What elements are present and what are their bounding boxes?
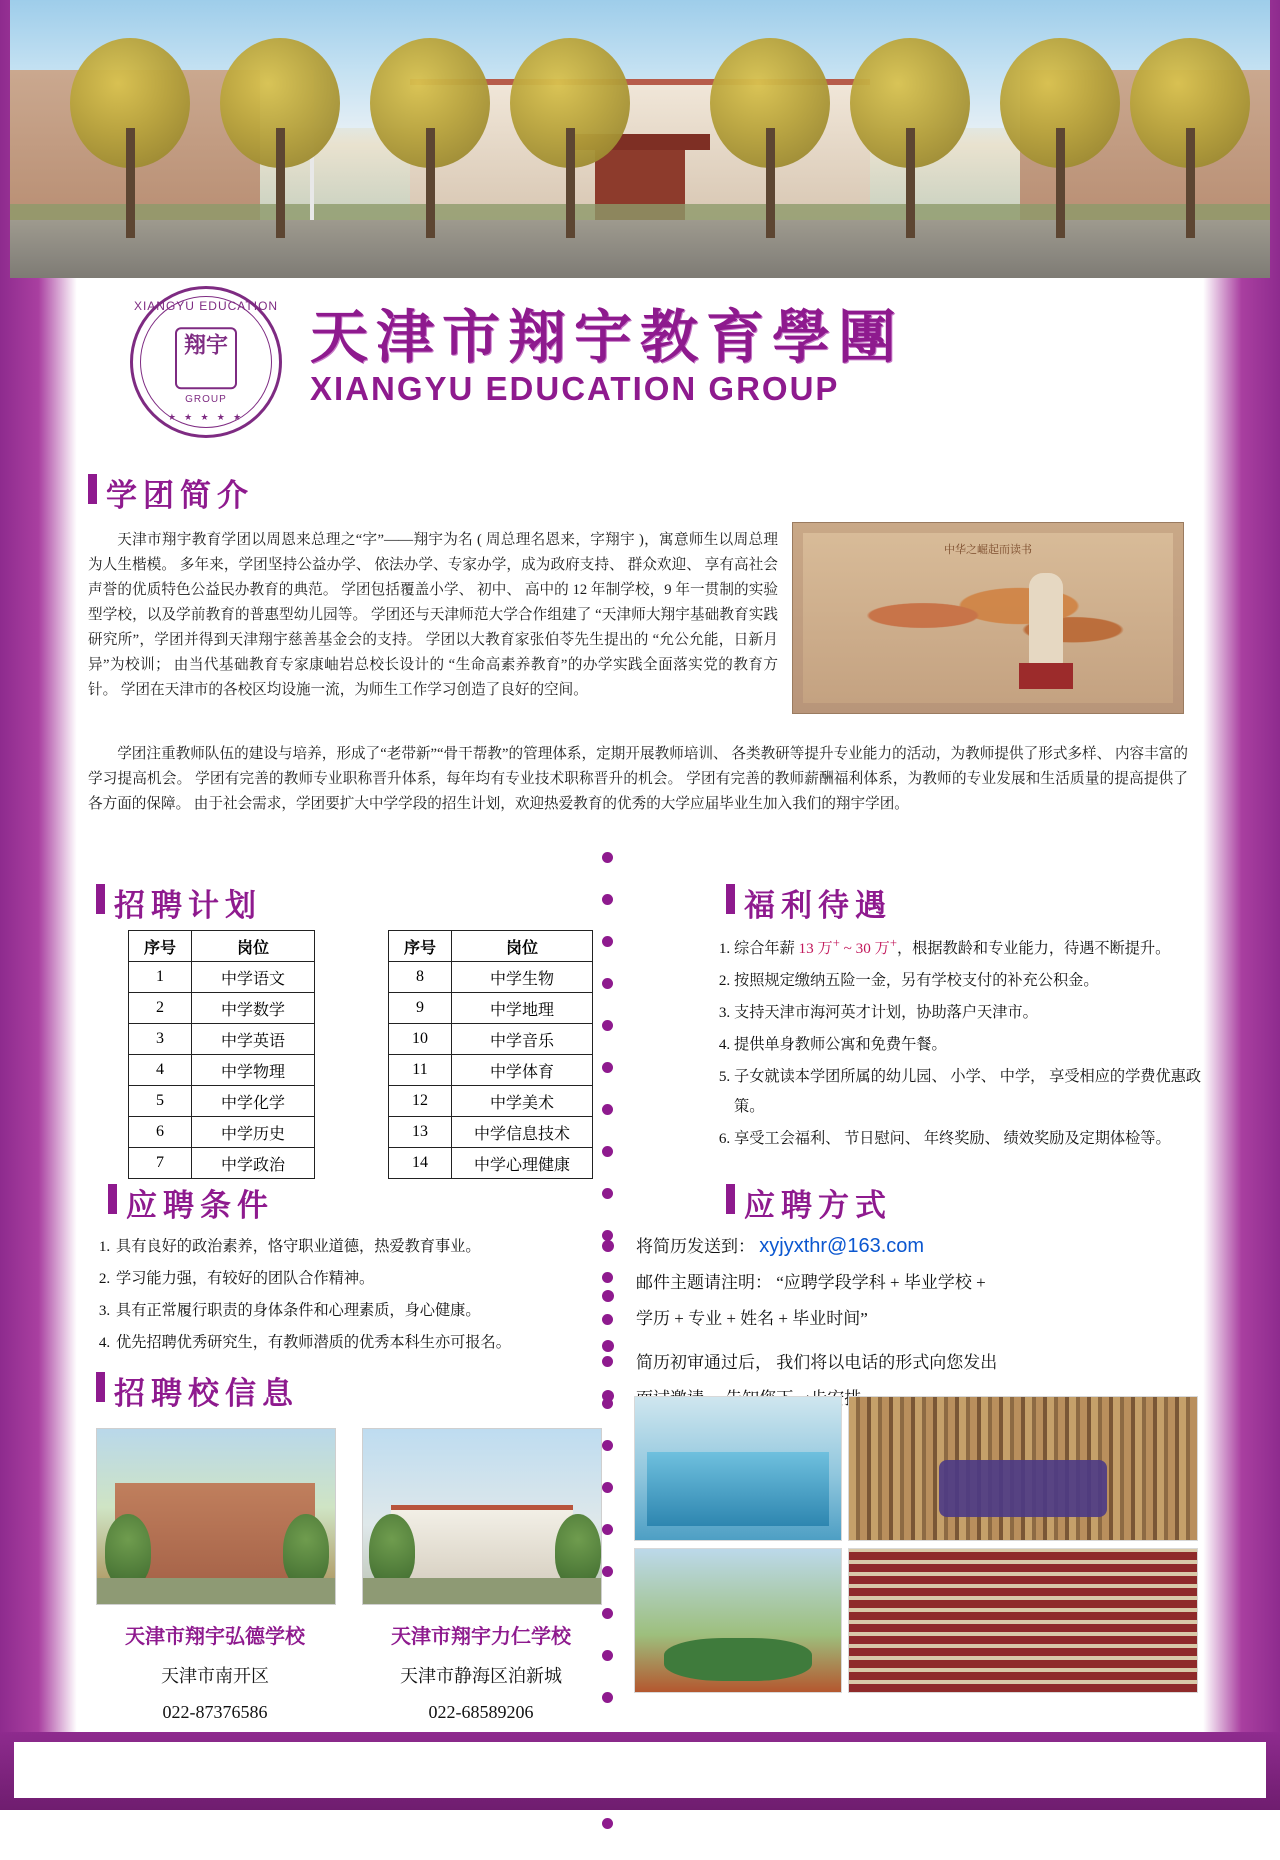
hero-tree (1130, 38, 1250, 238)
campus-phone-1[interactable]: 022-87376586 (162, 1702, 268, 1722)
hero-tree (370, 38, 490, 238)
pool-water (647, 1452, 829, 1526)
apply-bullet (602, 1390, 614, 1402)
condition-item-2: 2. 学习能力强，有较好的团队合作精神。 (114, 1264, 568, 1294)
cell-index: 8 (389, 962, 452, 993)
campus-address-2: 天津市静海区泊新城 (400, 1666, 562, 1686)
table-row (129, 1086, 315, 1117)
cell-position: 中学物理 (192, 1055, 315, 1086)
campus-address-1: 天津市南开区 (161, 1666, 269, 1686)
cell-position: 中学音乐 (452, 1024, 593, 1055)
sports-field (664, 1638, 812, 1681)
welfare-item-5: 5. 子女就读本学团所属的幼儿园、 小学、 中学， 享受相应的学费优惠政策。 (734, 1062, 1210, 1122)
hero-tree (510, 38, 630, 238)
col-header-position: 岗位 (192, 931, 315, 962)
campus2-building (391, 1505, 573, 1580)
apply-line-4: 简历初审通过后， 我们将以电话的形式向您发出 (636, 1353, 998, 1372)
organization-name-en: XIANGYU EDUCATION GROUP (310, 370, 840, 407)
poster-inner (10, 0, 1270, 1810)
welfare-item-2: 2. 按照规定缴纳五险一金，另有学校支付的补充公积金。 (734, 966, 1210, 996)
table-row (129, 1024, 315, 1055)
section-heading-conditions: 应聘条件 (108, 1180, 274, 1225)
gallery-photo-pool (634, 1396, 842, 1541)
hero-tree (850, 38, 970, 238)
cell-position: 中学生物 (452, 962, 593, 993)
condition-item-1: 1. 具有良好的政治素养，恪守职业道德，热爱教育事业。 (114, 1232, 568, 1262)
cell-position: 中学化学 (192, 1086, 315, 1117)
intro-photo-caption: 中华之崛起而读书 (944, 544, 1032, 556)
welfare-item-4: 4. 提供单身教师公寓和免费午餐。 (734, 1030, 1210, 1060)
cell-index: 11 (389, 1055, 452, 1086)
campus-hero-photo (10, 0, 1270, 278)
xiangyu-logo-icon (130, 286, 282, 438)
apply-email[interactable]: xyjyxthr@163.com (759, 1235, 925, 1257)
cell-index: 2 (129, 993, 192, 1024)
campus-phone-2[interactable]: 022-68589206 (428, 1702, 534, 1722)
auditorium-seats (849, 1549, 1197, 1692)
section-heading-welfare: 福利待遇 (726, 880, 892, 925)
cell-index: 4 (129, 1055, 192, 1086)
cell-index: 12 (389, 1086, 452, 1117)
section-heading-apply: 应聘方式 (726, 1180, 892, 1225)
statue-figure (1029, 573, 1063, 665)
welfare-item-3: 3. 支持天津市海河英才计划，协助落户天津市。 (734, 998, 1210, 1028)
apply-line-2: 邮件主题请注明： “应聘学段学科 + 毕业学校 + (636, 1273, 986, 1292)
section-heading-plan: 招聘计划 (96, 880, 262, 925)
condition-item-3: 3. 具有正常履行职责的身体条件和心理素质，身心健康。 (114, 1296, 568, 1326)
campus-name-2: 天津市翔宇力仁学校 (391, 1626, 571, 1648)
campus1-tree (105, 1514, 151, 1586)
salary-low: 13 万 (798, 940, 833, 958)
logo-stars: ★ ★ ★ ★ ★ (167, 412, 245, 422)
salary-high-sup: + (889, 936, 897, 950)
gallery-photo-track (634, 1548, 842, 1693)
gallery-photo-library (848, 1396, 1198, 1541)
apply-details (636, 1228, 1196, 1417)
welfare-item-1-post: ，根据教龄和专业能力，待遇不断提升。 (896, 940, 1171, 958)
intro-paragraph-1 (88, 528, 778, 703)
campus1-tree (283, 1514, 329, 1586)
table-row (389, 1117, 593, 1148)
campus1-ground (97, 1578, 335, 1604)
logo-ring-bottom-text: GROUP (185, 394, 227, 405)
cell-index: 3 (129, 1024, 192, 1055)
cell-position: 中学历史 (192, 1117, 315, 1148)
cell-position: 中学数学 (192, 993, 315, 1024)
campus2-tree (369, 1514, 415, 1586)
apply-bullet (602, 1290, 614, 1302)
table-row (389, 1024, 593, 1055)
table-row (389, 1148, 593, 1179)
apply-line-3: 学历 + 专业 + 姓名 + 毕业时间” (636, 1309, 868, 1328)
welfare-item-1-pre: 综合年薪 (734, 940, 799, 958)
conditions-list (88, 1232, 568, 1360)
cell-position: 中学美术 (452, 1086, 593, 1117)
cell-position: 中学体育 (452, 1055, 593, 1086)
table-row (129, 1148, 315, 1179)
cell-index: 9 (389, 993, 452, 1024)
cell-index: 7 (129, 1148, 192, 1179)
intro-paragraph-2-text: 学团注重教师队伍的建设与培养，形成了“老带新”“骨干帮教”的管理体系，定期开展教师培训、 各类教研等提升专业能力的活动，为教师提供了形式多样、 内容丰富的学习提高机会。 学团有完善的教师专业职称晋升体系，每年均有专业技术职称晋升的机会。 学团有完善的教师薪酬福利体系，为教师的专业发展和生活质量的提高提供了各方面的保障。 由于社会需求，学团要扩大中学学段的招生计划，欢迎热爱教育的优秀的大学应届毕业生加入我们的翔宇学团。 (88, 746, 1188, 812)
campus-photo-2 (362, 1428, 602, 1605)
welfare-item-6: 6. 享受工会福利、 节日慰问、 年终奖励、 绩效奖励及定期体检等。 (734, 1124, 1210, 1154)
cell-position: 中学心理健康 (452, 1148, 593, 1179)
col-header-position: 岗位 (452, 931, 593, 962)
table-row (129, 1055, 315, 1086)
brand-header (10, 282, 1270, 452)
cell-position: 中学信息技术 (452, 1117, 593, 1148)
table-header-row (129, 931, 315, 962)
table-row (389, 1086, 593, 1117)
apply-spacer (636, 1337, 1196, 1345)
apply-bullet (602, 1240, 614, 1252)
gallery-photo-auditorium (848, 1548, 1198, 1693)
cell-index: 10 (389, 1024, 452, 1055)
salary-low-sup: + (832, 936, 840, 950)
cell-index: 6 (129, 1117, 192, 1148)
section-heading-campus: 招聘校信息 (96, 1368, 299, 1413)
campus2-ground (363, 1578, 601, 1604)
table-header-row (389, 931, 593, 962)
col-header-index: 序号 (389, 931, 452, 962)
hero-tree (710, 38, 830, 238)
cell-index: 1 (129, 962, 192, 993)
hero-tree (70, 38, 190, 238)
table-row (389, 1055, 593, 1086)
intro-photo (792, 522, 1184, 714)
recruit-table-right (388, 930, 593, 1179)
cell-position: 中学语文 (192, 962, 315, 993)
organization-name-cn: 天津市翔宇教育學團 (310, 303, 905, 371)
salary-mid: ~ 30 万 (839, 940, 890, 958)
table-row (389, 993, 593, 1024)
intro-paragraph-2 (88, 742, 1188, 817)
table-row (389, 962, 593, 993)
cell-index: 13 (389, 1117, 452, 1148)
intro-paragraph-1-text: 天津市翔宇教育学团以周恩来总理之“字”——翔宇为名 ( 周总理名恩来，字翔宇 )，寓意师生以周总理为人生楷模。 多年来，学团坚持公益办学、 依法办学、专家办学，成为政府支持、 群众欢迎、 享有高社会声誉的优质特色公益民办教育的典范。 学团包括覆盖小学、 初中、 高中的 12 年制学校，9 年一贯制的实验型学校，以及学前教育的普惠型幼儿园等。 学团还与天津师范大学合作组建了 “天津师大翔宇基础教育实践研究所”，学团并得到天津翔宇慈善基金会的支持。 学团以大教育家张伯苓先生提出的 “允公允能，日新月异”为校训； 由当代基础教育专家康岫岩总校长设计的 “生命高素养教育”的办学实践全面落实党的教育方针。 学团在天津市的各校区均设施一流，为师生工作学习创造了良好的空间。 (88, 532, 778, 698)
hero-tree (220, 38, 340, 238)
cell-position: 中学英语 (192, 1024, 315, 1055)
recruit-table-left (128, 930, 315, 1179)
cell-position: 中学政治 (192, 1148, 315, 1179)
apply-line-1 (636, 1228, 1196, 1265)
campus-photo-1 (96, 1428, 336, 1605)
campus-name-1: 天津市翔宇弘德学校 (125, 1626, 305, 1648)
welfare-item-1 (734, 928, 1210, 964)
apply-bullet (602, 1340, 614, 1352)
table-row (129, 962, 315, 993)
hero-tree (1000, 38, 1120, 238)
welfare-list (710, 928, 1210, 1156)
logo-seal-text: 翔宇 (175, 327, 237, 389)
statue-base (1019, 663, 1073, 689)
cell-index: 14 (389, 1148, 452, 1179)
cell-position: 中学地理 (452, 993, 593, 1024)
footer-inner (14, 1742, 1266, 1798)
footer-bar (0, 1732, 1280, 1810)
students-group (939, 1460, 1106, 1517)
apply-label: 将简历发送到： (636, 1237, 755, 1256)
cell-index: 5 (129, 1086, 192, 1117)
table-row (129, 1117, 315, 1148)
campus2-tree (555, 1514, 601, 1586)
col-header-index: 序号 (129, 931, 192, 962)
world-map-mural (833, 568, 1133, 663)
section-heading-intro: 学团简介 (88, 470, 254, 515)
logo-ring-top-text: XIANGYU EDUCATION (133, 299, 279, 313)
condition-item-4: 4. 优先招聘优秀研究生，有教师潜质的优秀本科生亦可报名。 (114, 1328, 568, 1358)
table-row (129, 993, 315, 1024)
